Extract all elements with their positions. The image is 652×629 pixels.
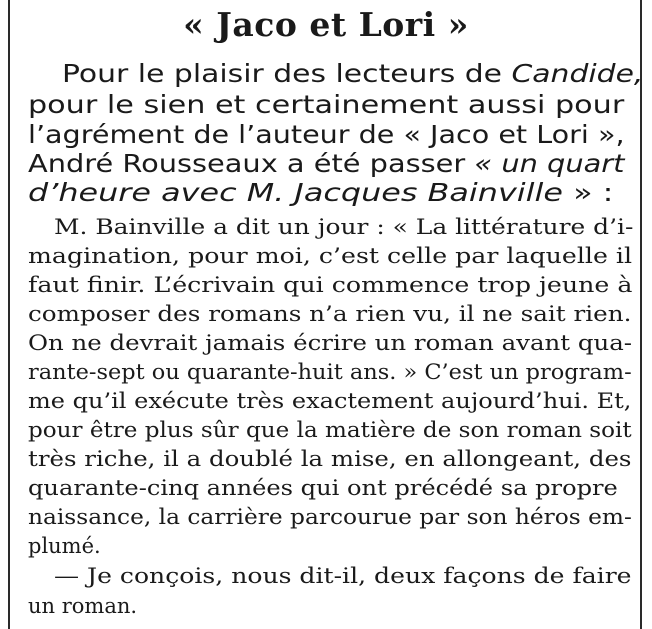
- body-line-5: On ne devrait jamais écrire un roman avant qua-: [28, 331, 633, 355]
- body-line-11: naissance, la carrière parcourue par son héros em-: [28, 505, 632, 529]
- body-line-10: quarante-cinq années qui ont précédé sa propre: [28, 476, 618, 500]
- body-line-6: rante-sept ou quarante-huit ans. » C’est un program-: [28, 360, 632, 384]
- intro-italic-a: « un quart: [474, 149, 625, 178]
- body-line-4: composer des romans n’a rien vu, il ne sait rien.: [28, 302, 632, 326]
- body-line-14: un roman.: [28, 594, 138, 618]
- column-rule-right: [640, 0, 642, 629]
- article-title: « Jaco et Lori »: [183, 5, 469, 44]
- intro-line-5: d’heure avec M. Jacques Bainville » :: [28, 178, 614, 207]
- newspaper-clipping: [16, 0, 644, 629]
- intro-line-2: pour le sien et certainement aussi pour: [28, 90, 625, 119]
- body-line-13: — Je conçois, nous dit-il, deux façons de faire: [54, 564, 632, 588]
- body-line-8: pour être plus sûr que la matière de son roman soit: [28, 418, 632, 442]
- body-line-12: plumé.: [28, 534, 101, 558]
- body-line-2: magination, pour moi, c’est celle par laquelle il: [28, 244, 633, 268]
- intro-candide: Candide,: [511, 59, 644, 88]
- intro-italic-b: d’heure avec M. Jacques Bainville: [28, 178, 563, 207]
- intro-line-4: André Rousseaux a été passer « un quart: [28, 149, 625, 178]
- body-line-9: très riche, il a doublé la mise, en allongeant, des: [28, 447, 632, 471]
- body-line-7: me qu’il exécute très exactement aujourd’hui. Et,: [28, 389, 632, 413]
- intro-line-3: l’agrément de l’auteur de « Jaco et Lori »,: [28, 120, 625, 149]
- intro-line-1: Pour le plaisir des lecteurs de Candide,: [62, 59, 644, 88]
- column-rule-left: [8, 0, 10, 629]
- body-line-3: faut finir. L’écrivain qui commence trop jeune à: [28, 273, 633, 297]
- body-line-1: M. Bainville a dit un jour : « La littérature d’i-: [54, 215, 634, 239]
